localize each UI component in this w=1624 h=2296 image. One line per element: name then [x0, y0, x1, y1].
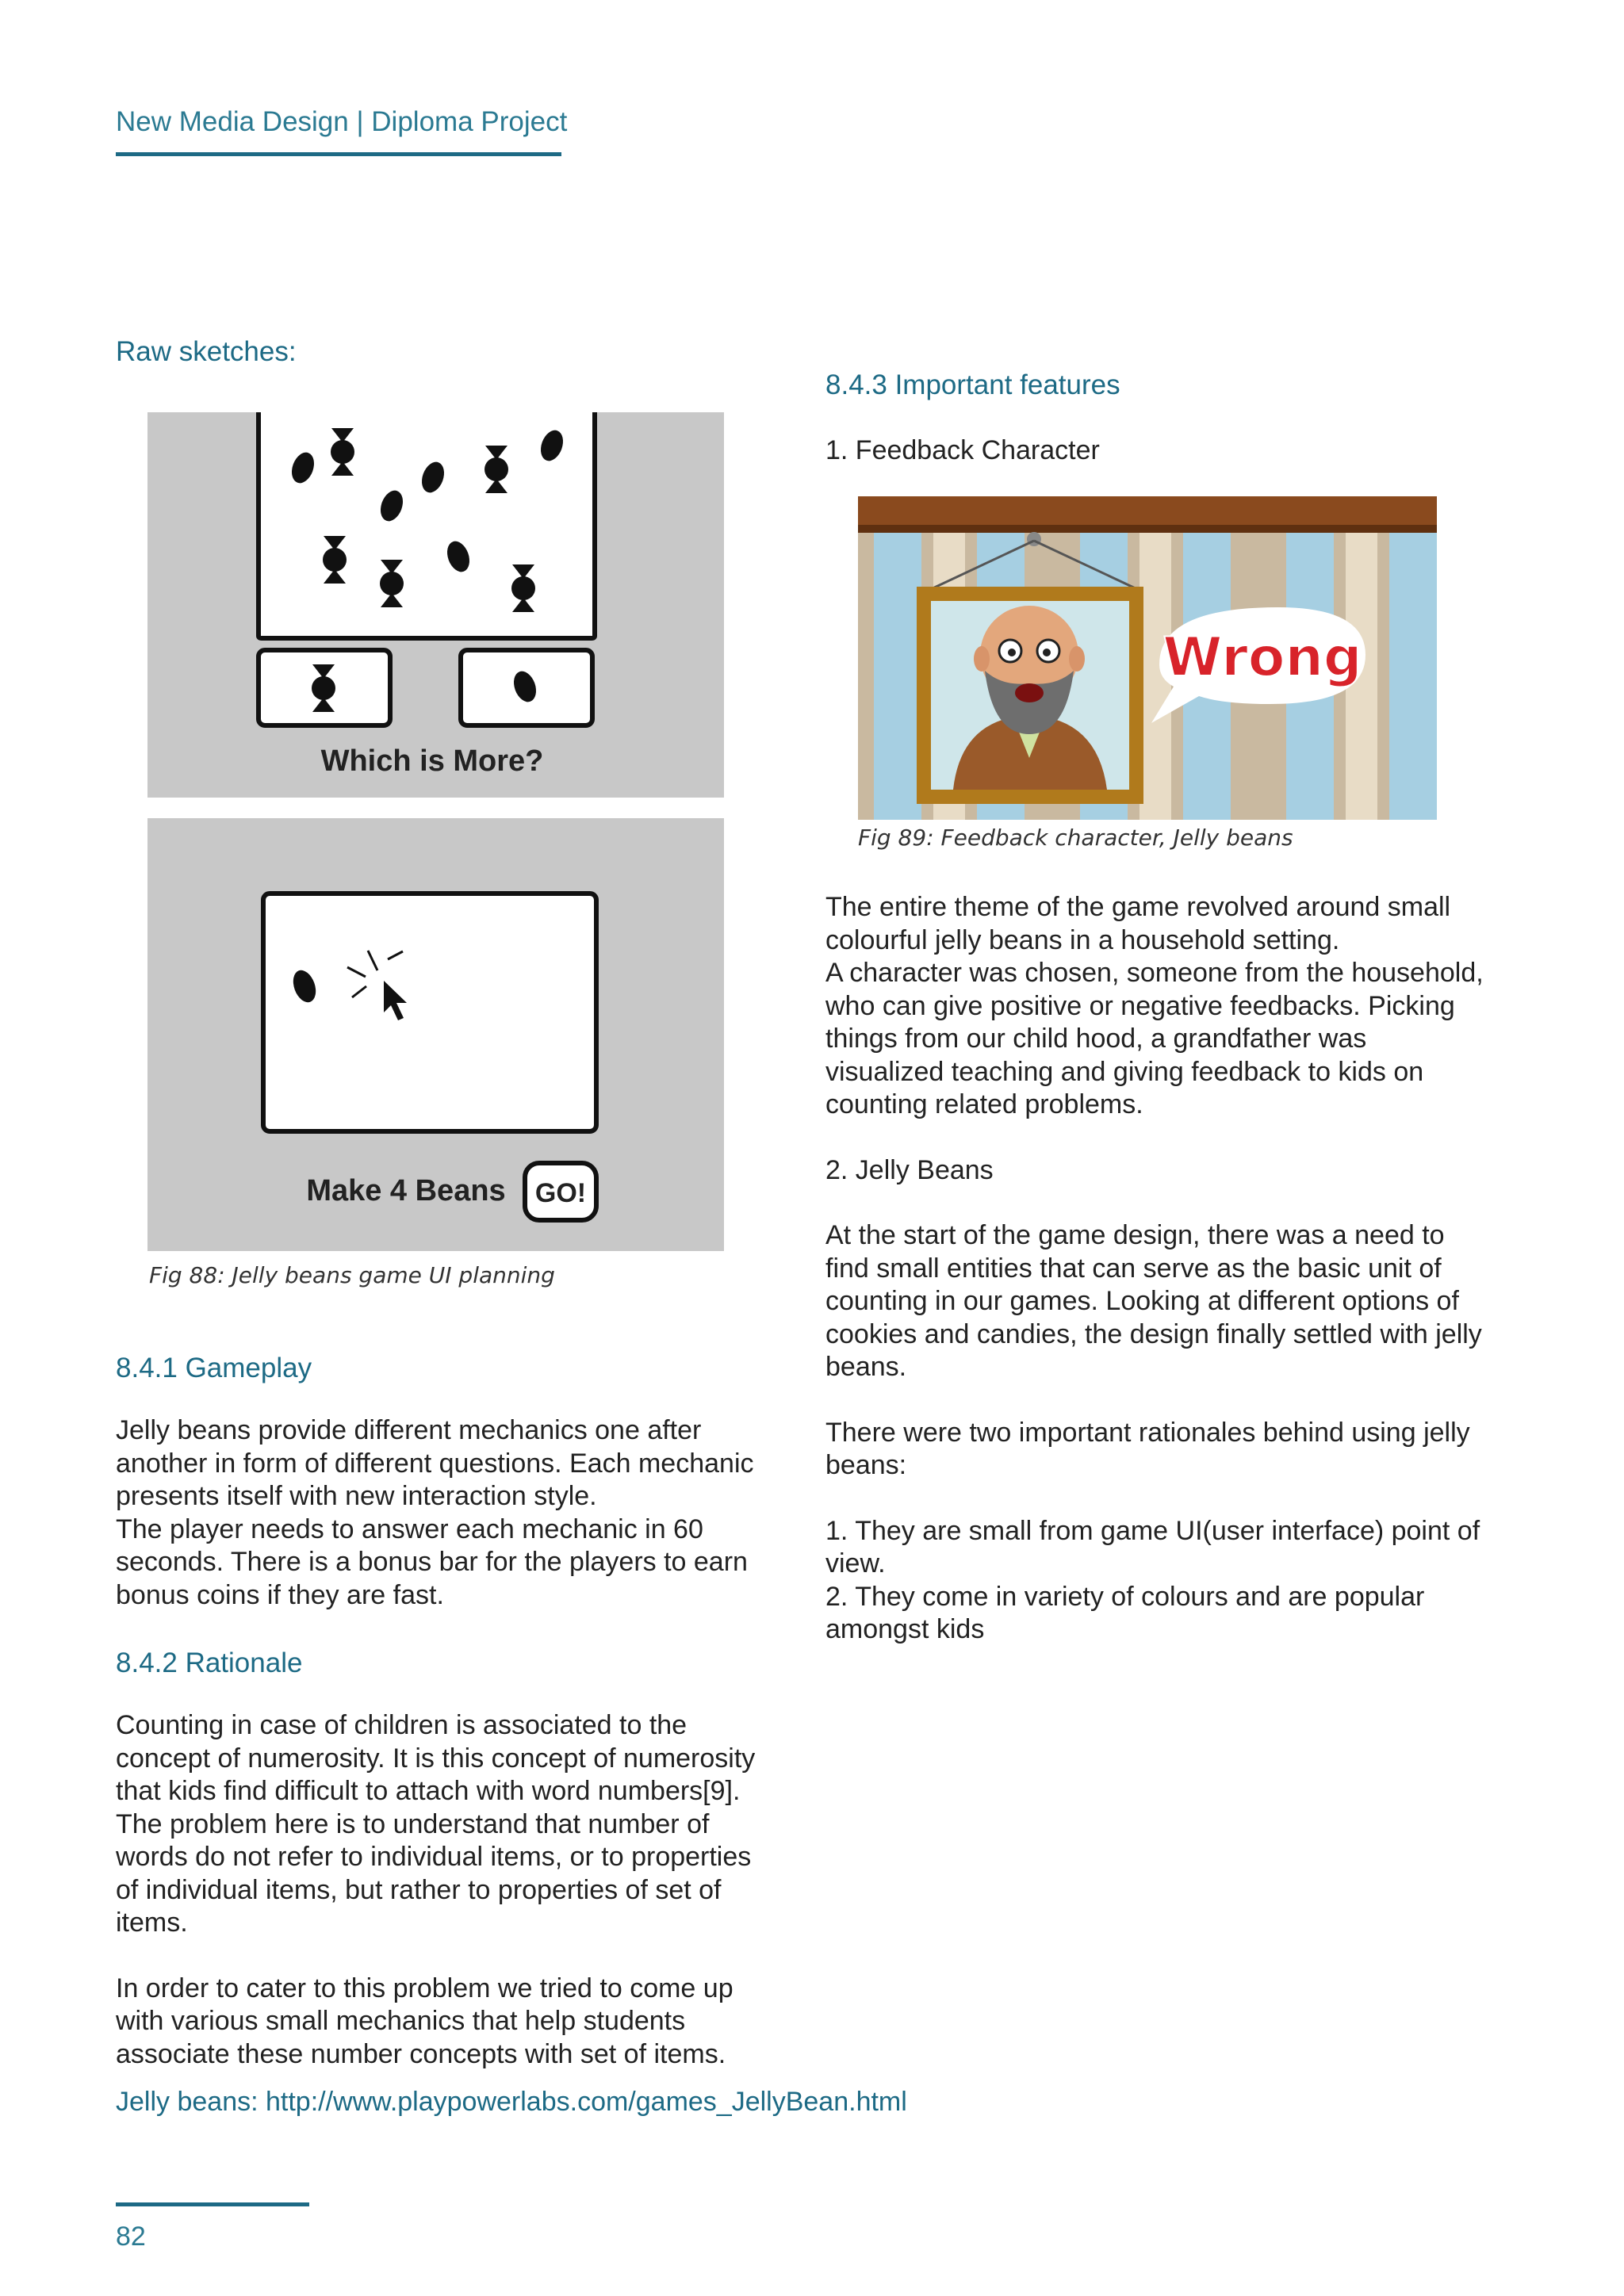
footer-rule [116, 2202, 309, 2206]
go-button-sketch: GO! [534, 1178, 587, 1208]
feature1-title: 1. Feedback Character [825, 435, 1100, 465]
running-header: New Media Design | Diploma Project [116, 106, 568, 137]
rationale-body [116, 1709, 774, 2071]
header-underline [116, 152, 561, 156]
sketch-which-is-more-label: Which is More? [320, 744, 544, 778]
feature2-paragraph: 1. They are small from game UI(user interface) point of view. [825, 1515, 1480, 1578]
sketch-make-4-beans-drawing [147, 818, 724, 1251]
feature2-title: 2. Jelly Beans [825, 1155, 994, 1185]
fig88-caption: Fig 88: Jelly beans game UI planning [149, 1262, 555, 1288]
sketch-which-is-more [147, 412, 724, 798]
rationale-paragraph: Counting in case of children is associated to the concept of numerosity. It is this concept of numerosity that kids find difficult to attach with word numbers[9]. The problem here is to understand that number of words do not refer to individual items, or to properties of individual items, but rather to properties of set of items. [116, 1710, 756, 1938]
gameplay-body [116, 1414, 774, 1612]
feedback-character-drawing [858, 496, 1437, 820]
feature2-body [825, 1219, 1484, 1647]
feature1-paragraph: A character was chosen, someone from the household, who can give positive or negative feedbacks. Picking things from our child hood, a grandfather was visualized teaching and giving feedback to kids on counting related problems. [825, 958, 1484, 1119]
feature2-paragraph: At the start of the game design, there was a need to find small entities that can serve as the basic unit of counting in our games. Looking at different options of cookies and candies, the design finally settled with jelly beans. [825, 1220, 1482, 1382]
feature1-paragraph: The entire theme of the game revolved around small colourful jelly beans in a household setting. [825, 892, 1451, 955]
features-heading: 8.4.3 Important features [825, 369, 1120, 400]
gameplay-heading: 8.4.1 Gameplay [116, 1353, 312, 1383]
jelly-beans-link[interactable]: Jelly beans: http://www.playpowerlabs.com/games_JellyBean.html [116, 2087, 907, 2117]
feedback-character-image [858, 496, 1437, 820]
raw-sketches-heading: Raw sketches: [116, 336, 297, 367]
rationale-heading: 8.4.2 Rationale [116, 1647, 303, 1678]
sketch-make-4-beans [147, 818, 724, 1251]
sketch-which-is-more-drawing [147, 412, 724, 798]
feature2-paragraph: 2. They come in variety of colours and are popular amongst kids [825, 1581, 1425, 1644]
feature1-body [825, 891, 1484, 1122]
fig89-caption: Fig 89: Feedback character, Jelly beans [858, 825, 1293, 851]
gameplay-paragraph: Jelly beans provide different mechanics one after another in form of different questions. Each mechanic presents itself with new interaction style. [116, 1415, 754, 1511]
feature2-paragraph: There were two important rationales behind using jelly beans: [825, 1417, 1470, 1480]
wrong-label: Wrong [1162, 626, 1362, 689]
rationale-paragraph: In order to cater to this problem we tried to come up with various small mechanics that help students associate these number concepts with set of items. [116, 1973, 733, 2069]
page-number: 82 [116, 2221, 146, 2252]
sketch-make-4-beans-label: Make 4 Beans [306, 1174, 506, 1207]
gameplay-paragraph: The player needs to answer each mechanic in 60 seconds. There is a bonus bar for the players to earn bonus coins if they are fast. [116, 1513, 748, 1610]
